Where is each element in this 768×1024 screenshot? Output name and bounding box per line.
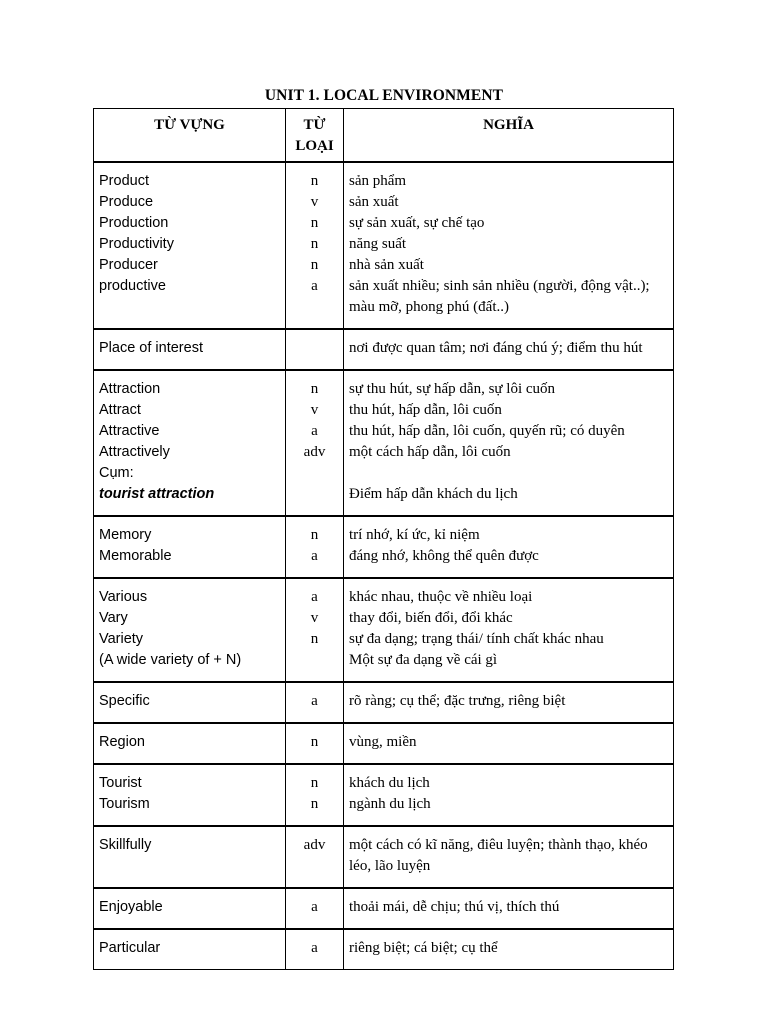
meaning-cell: [344, 888, 674, 929]
table-row: [94, 826, 674, 888]
part-of-speech: [291, 650, 338, 671]
vocab-word: Region: [99, 734, 145, 750]
pos-cell: [286, 578, 344, 682]
vocab-meaning: thu hút, hấp dẫn, lôi cuốn: [349, 402, 502, 418]
vocab-word: Tourist: [99, 775, 142, 791]
vocab-word: Variety: [99, 631, 144, 647]
part-of-speech: n: [310, 734, 319, 750]
word-cell: [94, 682, 286, 723]
word-cell: [94, 826, 286, 888]
vocab-word: Particular: [99, 940, 161, 956]
vocab-meaning: sản phẩm: [349, 173, 407, 189]
word-cell: [94, 888, 286, 929]
vocab-meaning: trí nhớ, kí ức, kỉ niệm: [349, 527, 480, 543]
vocab-word: Attractive: [99, 423, 160, 439]
part-of-speech: adv: [303, 444, 326, 460]
word-cell: [94, 329, 286, 370]
vocab-word: Tourism: [99, 796, 150, 812]
vocab-word: Produce: [99, 194, 154, 210]
vocab-meaning: ngành du lịch: [349, 796, 431, 812]
vocab-word: Skillfully: [99, 837, 152, 853]
word-cell: [94, 764, 286, 826]
part-of-speech: a: [311, 693, 318, 709]
header-pos-line: TỪ: [303, 117, 326, 133]
meaning-cell: [344, 516, 674, 578]
word-cell: [94, 370, 286, 516]
pos-cell: [286, 329, 344, 370]
vocab-meaning: Một sự đa dạng về cái gì: [349, 652, 498, 668]
table-row: [94, 329, 674, 370]
part-of-speech: [291, 463, 338, 484]
part-of-speech: n: [310, 257, 319, 273]
vocab-meaning: nơi được quan tâm; nơi đáng chú ý; điểm thu hút: [349, 340, 643, 356]
vocab-word: Specific: [99, 693, 150, 709]
part-of-speech: a: [311, 589, 318, 605]
pos-cell: [286, 162, 344, 329]
vocab-meaning: sản xuất: [349, 194, 399, 210]
part-of-speech: v: [310, 194, 319, 210]
header-word: TỪ VỰNG: [94, 109, 286, 163]
pos-cell: [286, 516, 344, 578]
vocab-meaning: thu hút, hấp dẫn, lôi cuốn, quyến rũ; có duyên: [349, 423, 625, 439]
vocab-meaning: riêng biệt; cá biệt; cụ thể: [349, 940, 498, 956]
part-of-speech: n: [310, 173, 319, 189]
word-cell: [94, 162, 286, 329]
vocab-word: productive: [99, 278, 166, 294]
part-of-speech: n: [310, 796, 319, 812]
pos-cell: [286, 888, 344, 929]
table-row: [94, 516, 674, 578]
header-pos-line: LOẠI: [295, 138, 334, 154]
part-of-speech: v: [310, 402, 319, 418]
vocab-word: Vary: [99, 610, 128, 626]
vocab-meaning: đáng nhớ, không thể quên được: [349, 548, 539, 564]
word-cell: [94, 578, 286, 682]
vocab-meaning: năng suất: [349, 236, 407, 252]
meaning-cell: [344, 329, 674, 370]
vocab-word: Enjoyable: [99, 899, 163, 915]
vocab-meaning: sự đa dạng; trạng thái/ tính chất khác nhau: [349, 631, 604, 647]
pos-cell: [286, 826, 344, 888]
vocab-meaning: vùng, miền: [349, 734, 417, 750]
vocab-meaning: một cách hấp dẫn, lôi cuốn: [349, 444, 511, 460]
vocab-word: Attract: [99, 402, 141, 418]
part-of-speech: n: [310, 631, 319, 647]
vocab-meaning: sản xuất nhiều; sinh sản nhiều (người, động vật..); màu mỡ, phong phú (đất..): [349, 278, 650, 315]
meaning-cell: [344, 929, 674, 970]
meaning-cell: [344, 578, 674, 682]
vocab-word: Productivity: [99, 236, 174, 252]
vocab-word: tourist attraction: [99, 486, 215, 502]
document-title: UNIT 1. LOCAL ENVIRONMENT: [264, 87, 504, 104]
part-of-speech: adv: [303, 837, 326, 853]
part-of-speech: v: [310, 610, 319, 626]
part-of-speech: n: [310, 381, 319, 397]
meaning-cell: [344, 682, 674, 723]
header-meaning: NGHĨA: [344, 109, 674, 163]
part-of-speech: n: [310, 215, 319, 231]
vocab-word: Production: [99, 215, 169, 231]
pos-cell: [286, 723, 344, 764]
meaning-cell: [344, 370, 674, 516]
part-of-speech: a: [311, 940, 318, 956]
table-row: [94, 888, 674, 929]
vocab-meaning: khách du lịch: [349, 775, 430, 791]
table-body: [94, 162, 674, 970]
vocab-meaning: thay đổi, biến đổi, đổi khác: [349, 610, 513, 626]
meaning-cell: [344, 162, 674, 329]
word-cell: [94, 929, 286, 970]
pos-cell: [286, 929, 344, 970]
header-pos: [286, 109, 344, 163]
meaning-cell: [344, 723, 674, 764]
part-of-speech: [291, 484, 338, 505]
part-of-speech: [291, 338, 338, 359]
table-row: [94, 682, 674, 723]
meaning-cell: [344, 826, 674, 888]
vocab-meaning: một cách có kĩ năng, điêu luyện; thành thạo, khéo léo, lão luyện: [349, 837, 648, 874]
word-cell: [94, 723, 286, 764]
table-row: [94, 578, 674, 682]
vocab-word: Producer: [99, 257, 158, 273]
vocab-word: Various: [99, 589, 148, 605]
vocab-meaning: rõ ràng; cụ thể; đặc trưng, riêng biệt: [349, 693, 566, 709]
vocab-meaning: thoải mái, dễ chịu; thú vị, thích thú: [349, 899, 560, 915]
part-of-speech: n: [310, 236, 319, 252]
part-of-speech: a: [311, 548, 318, 564]
vocab-word: Cụm:: [99, 465, 134, 481]
table-row: [94, 764, 674, 826]
pos-cell: [286, 682, 344, 723]
vocab-word: Product: [99, 173, 149, 189]
vocab-meaning: Điểm hấp dẫn khách du lịch: [349, 486, 518, 502]
vocab-word: Attractively: [99, 444, 170, 460]
vocabulary-table: [93, 108, 674, 970]
word-cell: [94, 516, 286, 578]
part-of-speech: n: [310, 527, 319, 543]
part-of-speech: n: [310, 775, 319, 791]
part-of-speech: a: [311, 278, 318, 294]
table-row: [94, 929, 674, 970]
table-row: [94, 162, 674, 329]
vocab-word: (A wide variety of + N): [99, 652, 242, 668]
vocab-meaning: sự thu hút, sự hấp dẫn, sự lôi cuốn: [349, 381, 556, 397]
pos-cell: [286, 370, 344, 516]
vocab-meaning: nhà sản xuất: [349, 257, 424, 273]
table-header-row: [94, 109, 674, 163]
pos-cell: [286, 764, 344, 826]
vocab-word: Place of interest: [99, 340, 203, 356]
part-of-speech: a: [311, 423, 318, 439]
part-of-speech: a: [311, 899, 318, 915]
vocab-meaning: sự sản xuất, sự chế tạo: [349, 215, 485, 231]
table-row: [94, 370, 674, 516]
vocab-word: Memory: [99, 527, 152, 543]
vocab-word: Memorable: [99, 548, 172, 564]
vocab-meaning: khác nhau, thuộc về nhiều loại: [349, 589, 533, 605]
table-row: [94, 723, 674, 764]
vocab-word: Attraction: [99, 381, 161, 397]
meaning-cell: [344, 764, 674, 826]
vocab-meaning: [349, 463, 668, 484]
